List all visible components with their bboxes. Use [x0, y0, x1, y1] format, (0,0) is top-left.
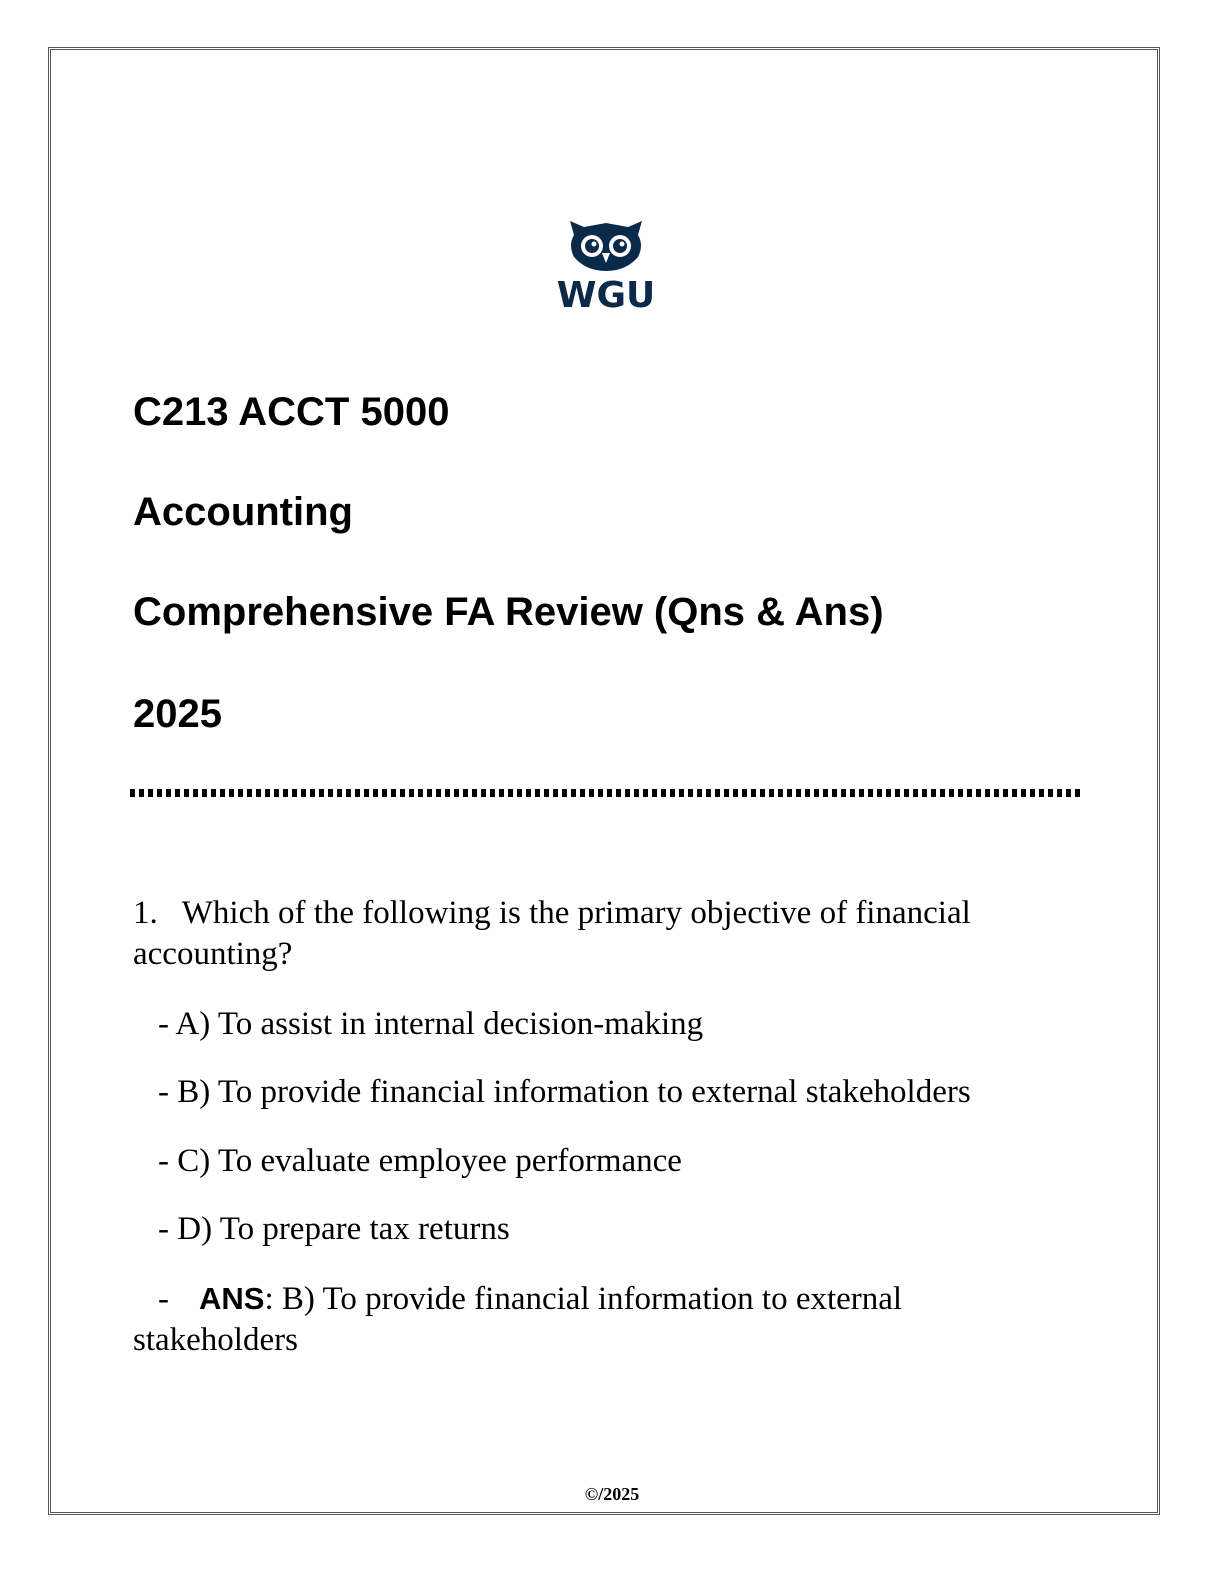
year-title: 2025 [133, 692, 222, 736]
option-b: - B) To provide financial information to external stakeholders [158, 1074, 971, 1110]
option-d: - D) To prepare tax returns [158, 1211, 510, 1247]
question-text: Which of the following is the primary objective of financial accounting? [133, 895, 971, 972]
course-code: C213 ACCT 5000 [133, 390, 450, 434]
owl-icon [570, 221, 642, 271]
answer-dash: - [158, 1281, 169, 1317]
document-title: Comprehensive FA Review (Qns & Ans) [133, 590, 884, 634]
logo-wordmark: WGU [556, 275, 656, 316]
option-a: - A) To assist in internal decision-making [158, 1006, 704, 1042]
option-c: - C) To evaluate employee performance [158, 1143, 682, 1179]
answer-text: : B) To provide financial information to external stakeholders [133, 1281, 903, 1358]
subject-title: Accounting [133, 490, 353, 534]
question-number: 1. [133, 895, 158, 931]
dotted-divider [130, 789, 1082, 797]
question-1 [133, 893, 1073, 975]
wgu-logo [546, 213, 666, 328]
answer [133, 1278, 1073, 1361]
answer-label: ANS [199, 1281, 265, 1316]
copyright-footer: ©/2025 [584, 1484, 640, 1504]
